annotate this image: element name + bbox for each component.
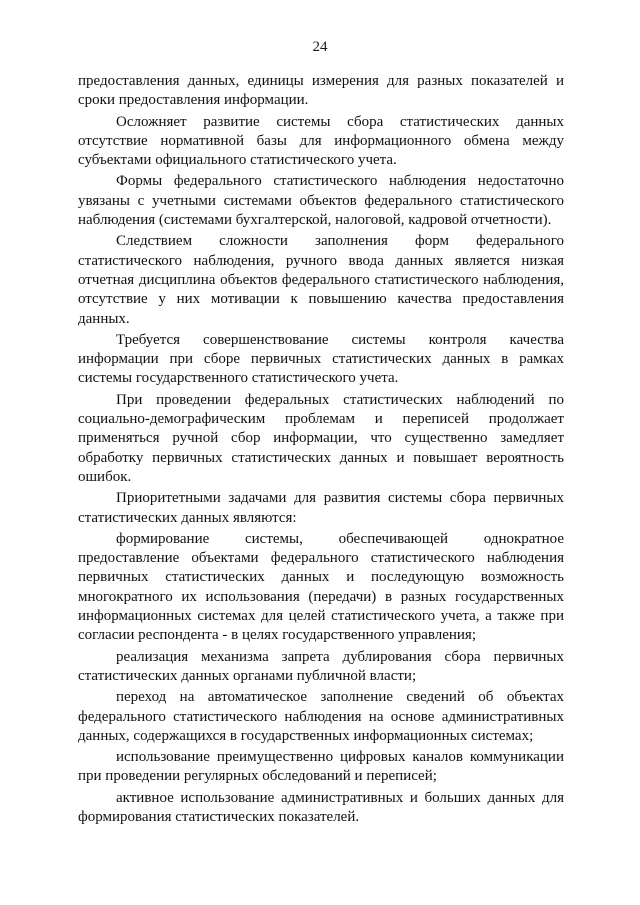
list-item-2: реализация механизма запрета дублирования сбора первичных статистических данных органами публичной власти; [78,648,564,684]
paragraph-1: предоставления данных, единицы измерения для разных показателей и сроки предоставления информации. [78,73,564,109]
paragraph-6: При проведении федеральных статистических наблюдений по социально-демографическим проблемам и переписей продолжает применяться ручной сбор информации, что существенно замедляет обработку первичных статистических данных и повышает вероятность ошибок. [78,391,564,485]
paragraph-5: Требуется совершенствование системы контроля качества информации при сборе первичных статистических данных в рамках системы государственного статистического учета. [78,331,564,387]
list-item-4: использование преимущественно цифровых каналов коммуникации при проведении регулярных обследований и переписей; [78,749,564,785]
paragraph-4: Следствием сложности заполнения форм федерального статистического наблюдения, ручного ввода данных является низкая отчетная дисциплина объектов федерального статистического наблюдения, отсутствие у них мотивации к повышению качества предоставления данных. [78,233,564,327]
list-item-5: активное использование административных и больших данных для формирования статистических показателей. [78,789,564,825]
page-number: 24 [312,39,328,55]
paragraph-2: Осложняет развитие системы сбора статистических данных отсутствие нормативной базы для информационного обмена между субъектами официального статистического учета. [78,113,564,169]
paragraph-3: Формы федерального статистического наблюдения недостаточно увязаны с учетными системами объектов федерального статистического наблюдения (системами бухгалтерской, налоговой, кадровой отчетности). [78,173,564,229]
document-body [78,72,564,829]
paragraph-7: Приоритетными задачами для развития системы сбора первичных статистических данных являются: [78,490,564,526]
list-item-1: формирование системы, обеспечивающей однократное предоставление объектами федерального статистического наблюдения первичных статистических данных и последующую возможность многократного их использования (передачи) в разных государственных информационных системах для целей статистического учета, а также при согласии респондента - в целях государственного управления; [78,530,564,644]
list-item-3: переход на автоматическое заполнение сведений об объектах федерального статистического наблюдения на основе административных данных, содержащихся в государственных информационных системах; [78,689,564,744]
